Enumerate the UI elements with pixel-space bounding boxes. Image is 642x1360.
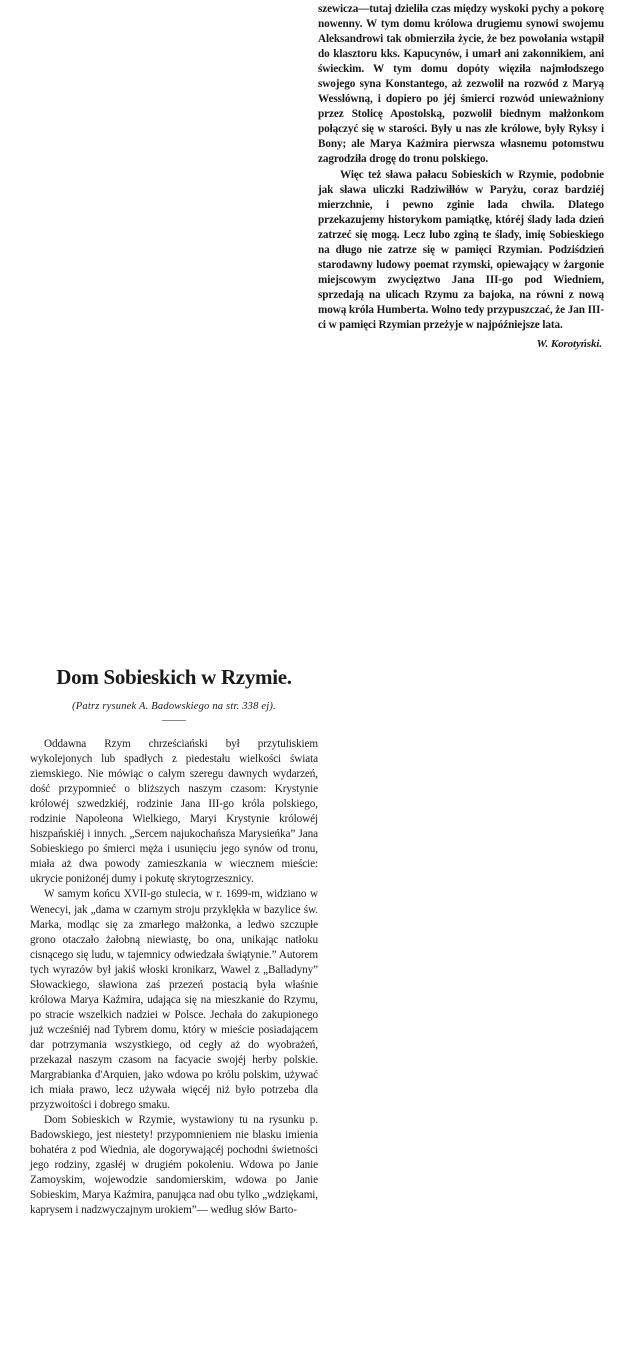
article-paragraph: W samym końcu XVII-go stulecia, w r. 1699-m, widziano w Wenecyi, jak „dama w czarnym stroju przyklękła w bazylice św. Marka, modląc się za zmarłego małżonka, a ledwo szczupłe grono otaczało żałobną niewiastę, bo ona, unikając natłoku cisnącego się ludu, w tajemnicy odwiedzała świątynie.” Autorem tych wyrazów był jakiś włoski kronikarz, Wawel z „Balladyny” Słowackiego, sławiona zaś przezeń postacią była właśnie królowa Marya Kaźmira, udająca się na mieszkanie do Rzymu, po stracie wszelkich nadziei w Polsce. Jechała do zakupionego już wcześniéj nad Tybrem domu, który w mieście posiadającem dar potrzymania wszystkiego, od cegły aż do wyobrażeń, przekazał naszym czasom na facyacie swojéj herby polskie. Margrabianka d'Arquien, jako wdowa po królu polskim, używać ich miała prawo, lecz używała więcéj niż było potrzeba dla przyzwoitości i dobrego smaku. xyxy=(30,888,318,1112)
continued-column xyxy=(318,2,604,352)
article-paragraph: Dom Sobieskich w Rzymie, wystawiony tu na rysunku p. Badowskiego, jest niestety! przypomnieniem nie blasku imienia bohatéra z pod Wiednia, ale dogorywającéj pochodni świetności jego rodziny, zgasłéj w drugiém pokoleniu. Wdowa po Janie Zamoyskim, wojewodzie sandomierskim, wdowa po Janie Sobieskim, Marya Kaźmira, panująca nad obu tylko „wdziękami, kaprysem i nadzwyczajnym urokiem”— według słów Barto- xyxy=(30,1114,318,1217)
author-signature: W. Korotyński. xyxy=(536,338,602,351)
continued-paragraph: szewicza—tutaj dzieliła czas między wyskoki pychy a pokorę nowenny. W tym domu królowa drugiemu synowi swojemu Aleksandrowi tak obmierziła życie, że bez powołania wstąpił do klasztoru kks. Kapucynów, i umarł ani zakonnikiem, ani świeckim. W tym domu dopóty więziła najmłodszego swojego syna Konstantego, aż zezwolił na rozwód z Maryą Wesslówną, i dopiero po jéj śmierci rozwód unieważniony przez Stolicę Apostolską, pozwolił biednym małżonkom połączyć się w starości. Były u nas złe królowe, były Ryksy i Bony; ale Marya Kaźmira pierwsza własnemu potomstwu zagrodziła drogę do tronu polskiego. xyxy=(318,3,604,166)
article-subtitle: (Patrz rysunek A. Badowskiego na str. 338 ej). xyxy=(72,701,276,712)
article xyxy=(30,664,318,1219)
continued-paragraph: Więc też sława pałacu Sobieskich w Rzymie, podobnie jak sława uliczki Radziwiłłów w Paryżu, coraz bardziéj mierzchnie, i pewno zginie lada chwila. Dlatego przekazujemy historykom pamiątkę, któréj ślady lada dzień zatrzeć się mogą. Lecz lubo zginą te ślady, imię Sobieskiego na długo nie zatrze się w pamięci Rzymian. Podziśdzień starodawny ludowy poemat rzymski, opiewający w żargonie miejscowym zwycięztwo Jana III-go pod Wiedniem, sprzedają na ulicach Rzymu za bajoka, na równi z nową mową króla Humberta. Wolno tedy przypuszczać, że Jan III-ci w pamięci Rzymian przeżyje w najpóźniejsze lata. xyxy=(318,168,604,331)
article-body xyxy=(30,737,318,1219)
divider xyxy=(162,720,186,721)
article-title: Dom Sobieskich w Rzymie. xyxy=(56,665,292,689)
article-paragraph: Oddawna Rzym chrześciański był przytuliskiem wykolejonych lub spadłych z piedestału wielkości świata ziemskiego. Nie mówiąc o całym szeregu dawnych wydarzeń, dość przypomnieć o bliższych naszym czasom: Krystynie królowéj szwedzkiéj, rodzinie Jana III-go króla polskiego, rodzinie Napoleona Wielkiego, Maryi Krystynie królowéj hiszpańskiéj i innych. „Sercem najukochańsza Marysieńka” Jana Sobieskiego po śmierci męża i usunięciu jego synów od tronu, miała aż dwa powody zamieszkania w wiecznem mieście: ukrycie poniżonéj dumy i pokutę skrytogrzesznicy. xyxy=(30,738,318,886)
